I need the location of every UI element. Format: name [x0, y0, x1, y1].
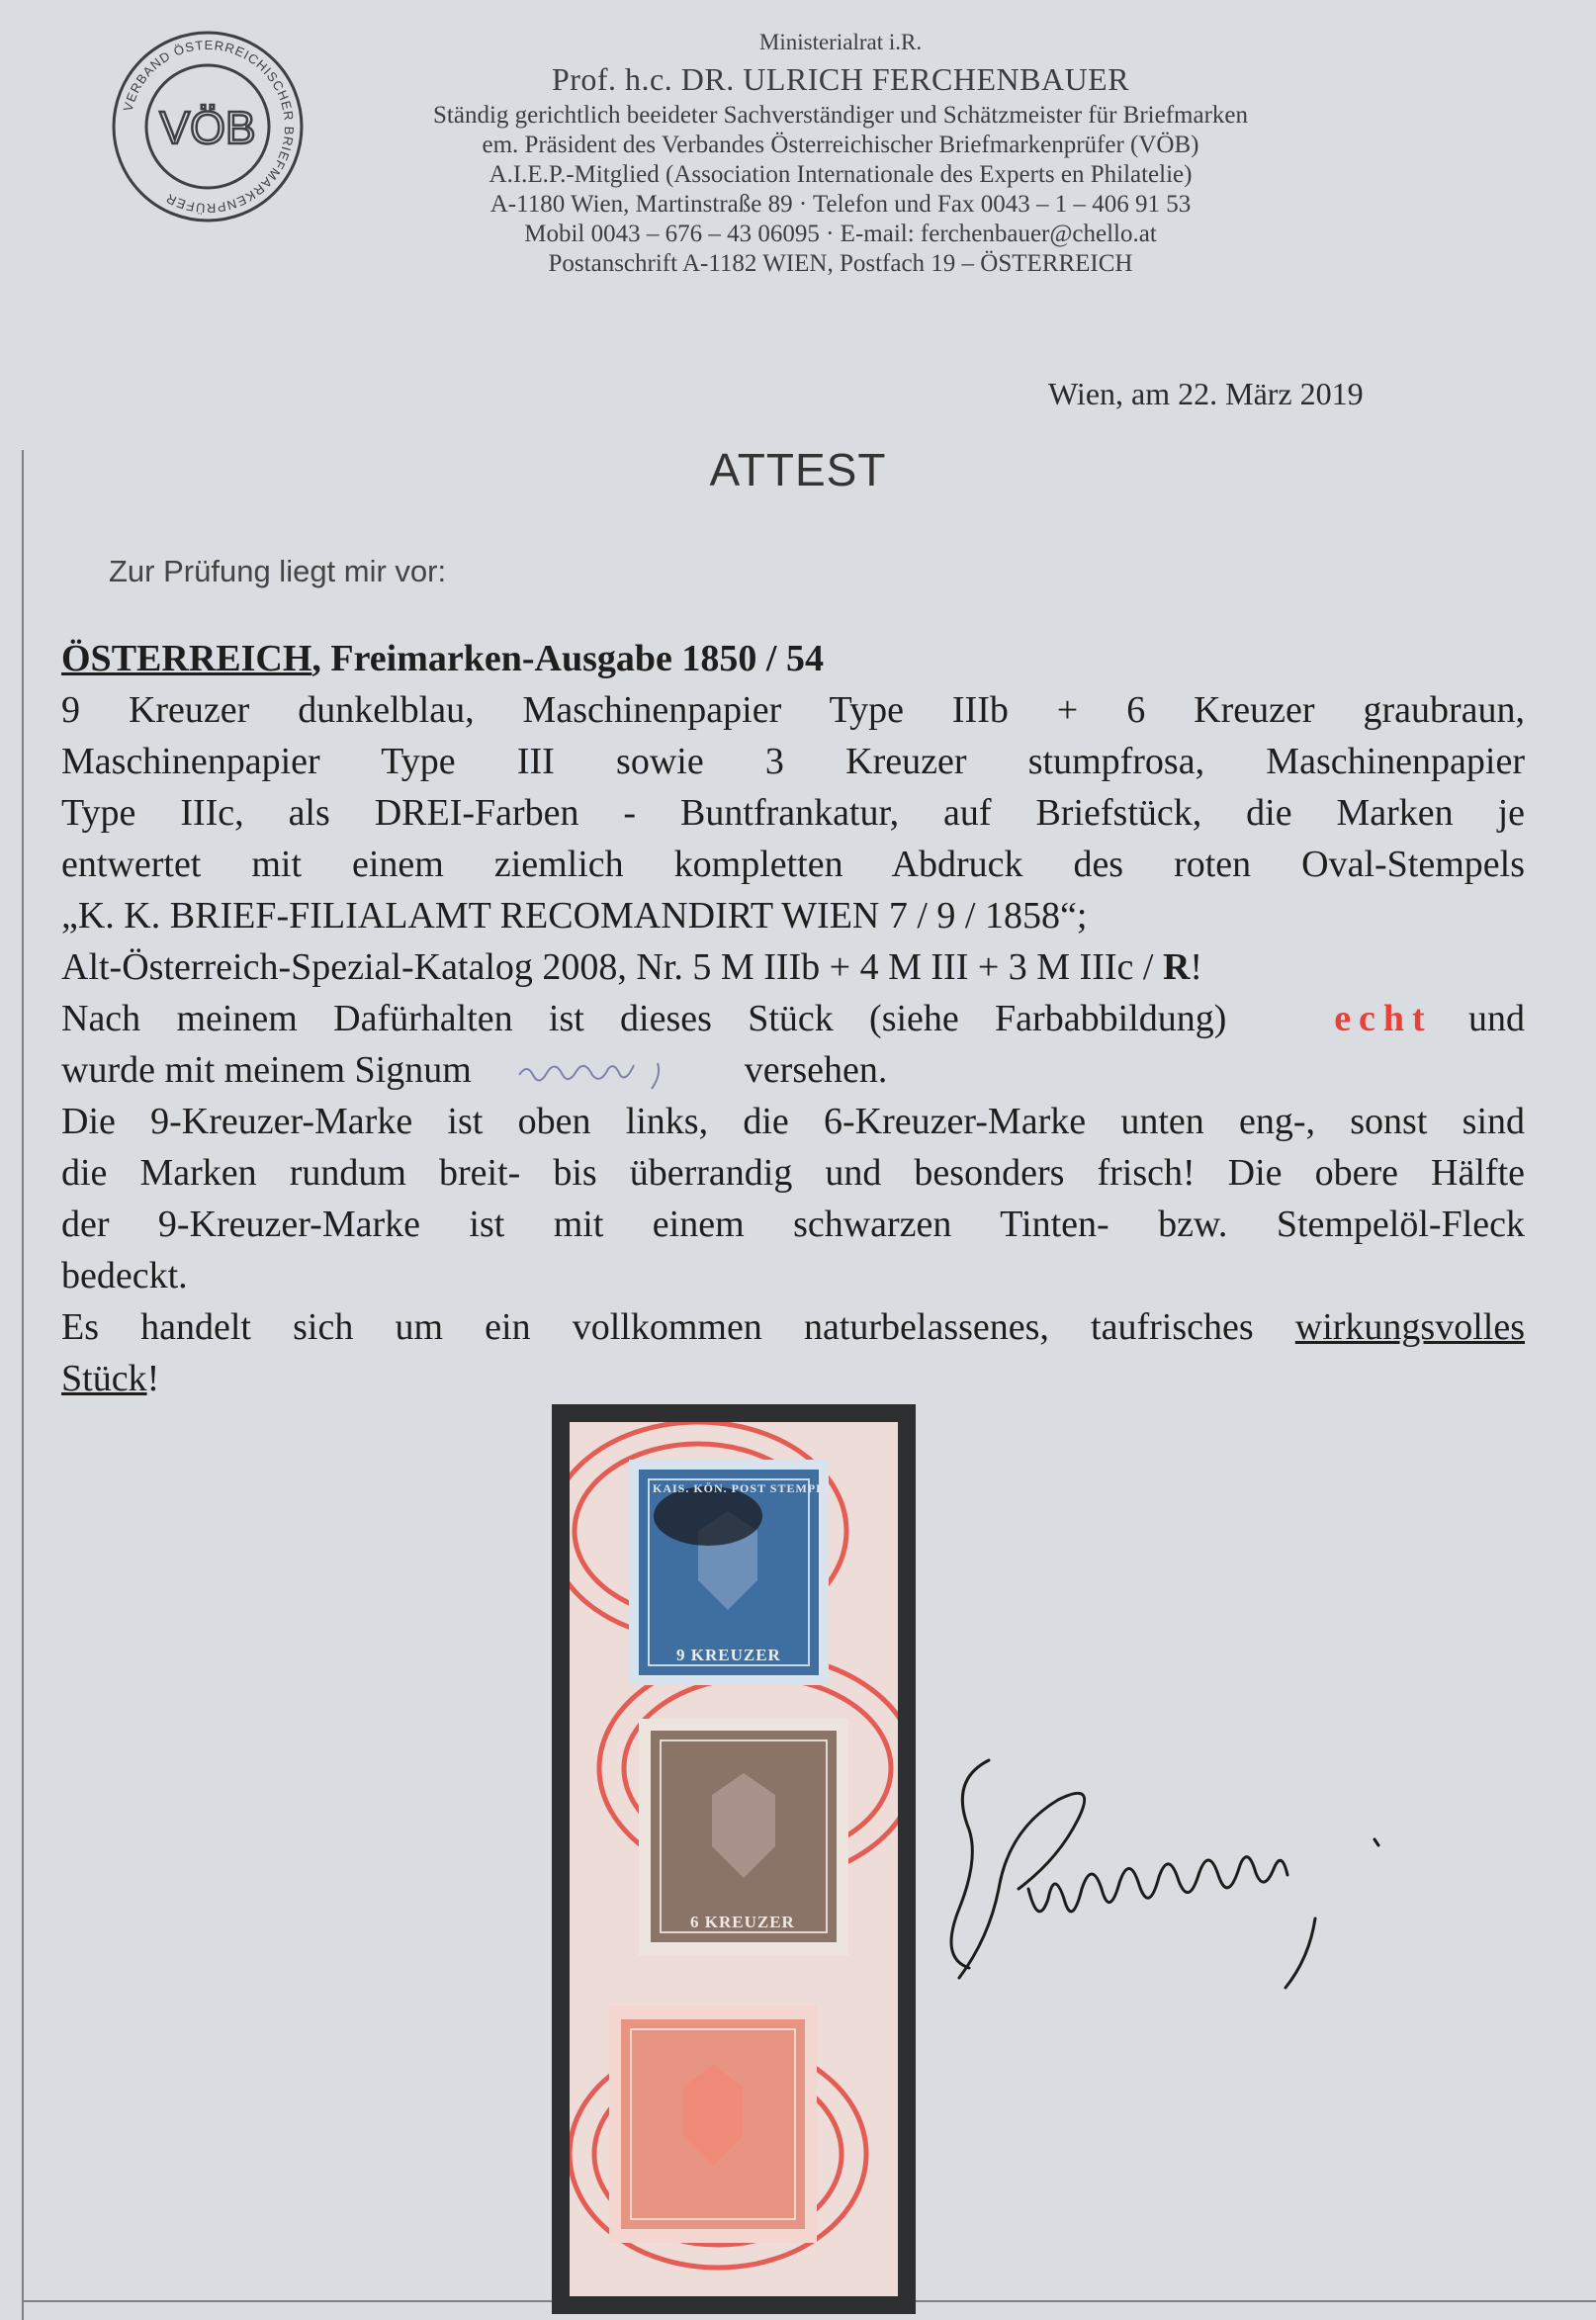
letterhead-rank: Ministerialrat i.R. [758, 30, 923, 54]
stamp-6-value-label: 6 KREUZER [690, 1913, 795, 1931]
condition-line: Die 9-Kreuzer-Marke ist oben links, die 6-Kreuzer-Marke unten eng-, sonst sind [61, 1101, 1525, 1142]
summary-end: ! [146, 1358, 160, 1399]
inline-signum [509, 1053, 707, 1093]
handwritten-signature [870, 1721, 1463, 2017]
intro-text: Zur Prüfung liegt mir vor: [109, 554, 447, 588]
signature-graphic [870, 1721, 1463, 2017]
summary-line [61, 1353, 1525, 1404]
signum-text: wurde mit meinem Signum [61, 1049, 472, 1091]
stamp-3-kreuzer [609, 2006, 817, 2243]
description-line: Type IIIc, als DREI-Farben - Buntfrankatur, auf Briefstück, die Marken je [61, 792, 1525, 834]
stamp-9-top-label: KAIS. KÖN. POST STEMPEL [653, 1481, 835, 1495]
stamp-photo [570, 1422, 898, 2296]
cover-piece-image [570, 1422, 898, 2296]
signum-end: versehen. [744, 1049, 888, 1091]
catalog-line [61, 941, 1525, 993]
stamp-photo-frame [552, 1404, 916, 2314]
letterhead [336, 28, 1345, 279]
letterhead-line: A.I.E.P.-Mitglied (Association Internationale des Experts en Philatelie) [488, 161, 1193, 188]
attest-body [61, 633, 1525, 1404]
issue-line [61, 633, 1525, 684]
seal-ring-text: VERBAND ÖSTERREICHISCHER BRIEFMARKENPRÜFER [120, 37, 298, 217]
country-heading: ÖSTERREICH [61, 638, 312, 679]
letterhead-line: em. Präsident des Verbandes Österreichischer Briefmarkenprüfer (VÖB) [482, 132, 1199, 158]
catalog-text: Alt-Österreich-Spezial-Katalog 2008, Nr. 5 M IIIb + 4 M III + 3 M IIIc / [61, 946, 1163, 988]
condition-line: die Marken rundum breit- bis überrandig und besonders frisch! Die obere Hälfte [61, 1152, 1525, 1194]
signum-line [61, 1044, 1525, 1096]
condition-line: der 9-Kreuzer-Marke ist mit einem schwarzen Tinten- bzw. Stempelöl-Fleck [61, 1204, 1525, 1245]
letterhead-name: Prof. h.c. DR. ULRICH FERCHENBAUER [551, 61, 1130, 97]
condition-line: bedeckt. [61, 1255, 188, 1296]
description-line: Maschinenpapier Type III sowie 3 Kreuzer stumpfrosa, Maschinenpapier [61, 741, 1525, 782]
opinion-end: und [1468, 998, 1525, 1039]
left-rule [22, 450, 24, 2320]
description-line: 9 Kreuzer dunkelblau, Maschinenpapier Type IIIb + 6 Kreuzer graubraun, [61, 689, 1525, 731]
voeb-seal [109, 28, 307, 225]
summary-emphasis: Stück [61, 1358, 147, 1399]
voeb-seal-graphic [109, 28, 307, 225]
seal-center-text: VÖB [159, 102, 256, 153]
stamp-9-value-label: 9 KREUZER [676, 1646, 781, 1664]
letterhead-line: Ständig gerichtlich beeideter Sachverständiger und Schätzmeister für Briefmarken [433, 102, 1248, 129]
summary-emphasis: wirkungsvolles [1294, 1306, 1525, 1348]
issue-heading: , Freimarken-Ausgabe 1850 / 54 [311, 638, 824, 679]
description-line: entwertet mit einem ziemlich kompletten Abdruck des roten Oval-Stempels [61, 844, 1525, 885]
document-title: ATTEST [709, 444, 887, 495]
letterhead-line: Postanschrift A-1182 WIEN, Postfach 19 – ÖSTERREICH [548, 250, 1133, 277]
echt-verdict: echt [1334, 998, 1433, 1039]
summary-line [61, 1301, 1525, 1353]
rarity-end: ! [1190, 946, 1203, 988]
summary-text: Es handelt sich um ein vollkommen naturbelassenes, taufrisches [61, 1306, 1295, 1348]
rarity-mark: R [1162, 946, 1191, 988]
opinion-text: Nach meinem Dafürhalten ist dieses Stück (siehe Farbabbildung) [61, 998, 1227, 1039]
description-line: „K. K. BRIEF-FILIALAMT RECOMANDIRT WIEN 7 / 9 / 1858“; [61, 895, 1088, 937]
letterhead-line: A-1180 Wien, Martinstraße 89 · Telefon und Fax 0043 – 1 – 406 91 53 [489, 191, 1192, 218]
issue-date: Wien, am 22. März 2019 [1048, 376, 1364, 411]
opinion-line [61, 993, 1525, 1044]
letterhead-line: Mobil 0043 – 676 – 43 06095 · E-mail: ferchenbauer@chello.at [524, 221, 1157, 247]
